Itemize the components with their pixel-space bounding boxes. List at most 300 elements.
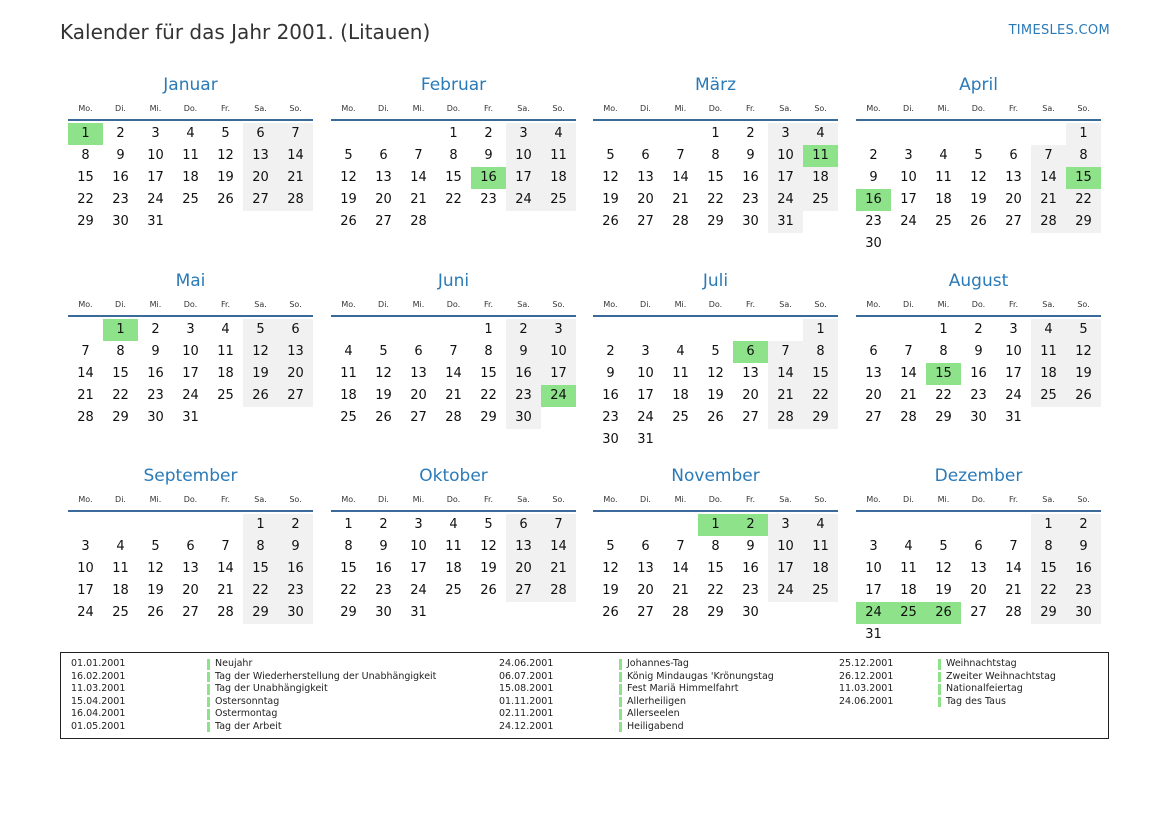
day-cell: 10 — [410, 539, 427, 554]
weekend-day-cell: 22 — [803, 385, 838, 407]
day-cell: 3 — [186, 322, 195, 337]
day-cell: 6 — [974, 539, 983, 554]
day-cell: 25 — [182, 192, 199, 207]
day-cell: 13 — [637, 561, 654, 576]
day-cell: 28 — [1005, 605, 1022, 620]
day-cell: 8 — [81, 148, 90, 163]
empty-day-cell — [961, 624, 996, 646]
day-cell: 16 — [112, 170, 129, 185]
day-cell: 27 — [410, 410, 427, 425]
day-cell: 6 — [379, 148, 388, 163]
month-dezember — [856, 464, 1101, 646]
day-cell: 6 — [641, 539, 650, 554]
empty-day-cell — [401, 123, 436, 145]
weekday-label: Mi. — [412, 299, 425, 309]
day-cell: 14 — [217, 561, 234, 576]
weekday-header — [856, 294, 1101, 314]
weekday-label: Mi. — [674, 103, 687, 113]
week-row — [331, 123, 576, 145]
day-cell: 22 — [112, 388, 129, 403]
weekend-day-cell: 27 — [506, 580, 541, 602]
day-cell: 4 — [221, 322, 230, 337]
week-row — [331, 407, 576, 429]
day-cell: 25 — [445, 583, 462, 598]
week-row — [593, 145, 838, 167]
day-cell: 13 — [1005, 170, 1022, 185]
day-cell: 1 — [484, 322, 493, 337]
weekend-day-cell: 10 — [506, 145, 541, 167]
weekday-label: Di. — [115, 103, 126, 113]
day-cell: 20 — [742, 388, 759, 403]
weekday-label: Mo. — [603, 103, 618, 113]
day-cell: 17 — [637, 388, 654, 403]
weekend-day-cell: 22 — [1031, 580, 1066, 602]
day-cell: 21 — [1005, 583, 1022, 598]
day-cell: 12 — [935, 561, 952, 576]
week-row — [593, 189, 838, 211]
day-cell: 30 — [742, 605, 759, 620]
weekday-header — [331, 489, 576, 509]
day-cell: 26 — [970, 214, 987, 229]
empty-day-cell — [401, 319, 436, 341]
day-cell: 12 — [602, 561, 619, 576]
day-cell: 31 — [410, 605, 427, 620]
day-cell: 17 — [410, 561, 427, 576]
day-cell: 9 — [606, 366, 615, 381]
day-cell: 4 — [186, 126, 195, 141]
holiday-date: 26.12.2001 — [839, 670, 894, 682]
day-cell: 29 — [707, 214, 724, 229]
weekday-header — [68, 489, 313, 509]
empty-day-cell — [366, 319, 401, 341]
empty-day-cell — [506, 211, 541, 233]
empty-day-cell — [331, 123, 366, 145]
weekend-day-cell: 24 — [506, 189, 541, 211]
weekday-label: So. — [289, 299, 302, 309]
day-cell: 22 — [935, 388, 952, 403]
weekday-label: Di. — [378, 299, 389, 309]
weekend-day-cell: 27 — [278, 385, 313, 407]
holiday-name: Johannes-Tag — [627, 658, 689, 669]
day-cell: 5 — [379, 344, 388, 359]
month-name: September — [143, 466, 238, 486]
day-cell: 26 — [707, 410, 724, 425]
day-cell: 8 — [484, 344, 493, 359]
header-divider — [856, 315, 1101, 317]
day-cell: 17 — [865, 583, 882, 598]
weekday-label: Do. — [971, 299, 986, 309]
day-cell: 25 — [672, 410, 689, 425]
holiday-name: Allerseelen — [627, 708, 680, 719]
weekday-label: Fr. — [220, 299, 231, 309]
day-cell: 2 — [746, 126, 755, 141]
day-cell: 21 — [672, 192, 689, 207]
header-divider — [68, 119, 313, 121]
weekend-day-cell: 29 — [243, 602, 278, 624]
day-cell: 15 — [340, 561, 357, 576]
weekend-day-cell: 10 — [768, 145, 803, 167]
empty-day-cell — [891, 319, 926, 341]
day-cell: 27 — [637, 605, 654, 620]
holiday-day-cell: 2 — [733, 514, 768, 536]
weekday-header — [593, 98, 838, 118]
day-cell: 13 — [742, 366, 759, 381]
header-divider — [593, 510, 838, 512]
weekday-label: Mi. — [149, 299, 162, 309]
weekend-day-cell: 29 — [1031, 602, 1066, 624]
weekend-day-cell: 6 — [278, 319, 313, 341]
day-cell: 13 — [410, 366, 427, 381]
day-cell: 30 — [602, 432, 619, 447]
weekday-label: Do. — [446, 299, 461, 309]
holiday-name: Allerheiligen — [627, 695, 687, 707]
month-april — [856, 73, 1101, 255]
day-cell: 9 — [746, 148, 755, 163]
week-row — [856, 319, 1101, 341]
holiday-marker — [619, 709, 622, 720]
empty-day-cell — [1031, 123, 1066, 145]
weekend-day-cell: 14 — [541, 536, 576, 558]
day-cell: 10 — [900, 170, 917, 185]
weekend-day-cell: 30 — [1066, 602, 1101, 624]
week-row — [593, 536, 838, 558]
weekend-day-cell: 27 — [243, 189, 278, 211]
empty-day-cell — [926, 123, 961, 145]
day-cell: 14 — [900, 366, 917, 381]
day-cell: 2 — [379, 517, 388, 532]
empty-day-cell — [436, 319, 471, 341]
weekday-label: So. — [814, 103, 827, 113]
weekend-day-cell: 20 — [506, 558, 541, 580]
day-cell: 7 — [81, 344, 90, 359]
day-cell: 23 — [602, 410, 619, 425]
day-cell: 28 — [445, 410, 462, 425]
weekday-label: Mo. — [866, 299, 881, 309]
weekday-label: Fr. — [1008, 299, 1019, 309]
week-row — [68, 167, 313, 189]
weekday-header — [331, 294, 576, 314]
weekday-label: Do. — [971, 494, 986, 504]
day-cell: 29 — [112, 410, 129, 425]
day-cell: 7 — [449, 344, 458, 359]
week-row — [593, 319, 838, 341]
day-cell: 15 — [707, 170, 724, 185]
day-cell: 1 — [449, 126, 458, 141]
month-name: Januar — [163, 75, 218, 95]
day-cell: 12 — [970, 170, 987, 185]
weekday-label: Mo. — [341, 494, 356, 504]
weekend-day-cell: 25 — [803, 189, 838, 211]
day-cell: 8 — [116, 344, 125, 359]
weekday-label: Mi. — [937, 103, 950, 113]
holiday-name: Tag der Wiederherstellung der Unabhängigkeit — [215, 670, 437, 682]
day-cell: 12 — [340, 170, 357, 185]
weekend-day-cell: 18 — [541, 167, 576, 189]
weekday-label: Mi. — [674, 299, 687, 309]
month-juni — [331, 269, 576, 429]
empty-day-cell — [68, 514, 103, 536]
empty-day-cell — [856, 123, 891, 145]
week-row — [593, 514, 838, 536]
holiday-date: 06.07.2001 — [499, 670, 554, 682]
empty-day-cell — [243, 211, 278, 233]
day-cell: 31 — [182, 410, 199, 425]
day-cell: 26 — [602, 214, 619, 229]
empty-day-cell — [996, 624, 1031, 646]
empty-day-cell — [891, 233, 926, 255]
week-row — [331, 211, 576, 233]
day-cell: 2 — [869, 148, 878, 163]
weekend-day-cell: 24 — [768, 189, 803, 211]
day-cell: 31 — [637, 432, 654, 447]
day-cell: 7 — [221, 539, 230, 554]
day-cell: 14 — [672, 170, 689, 185]
day-cell: 18 — [900, 583, 917, 598]
empty-day-cell — [208, 211, 243, 233]
month-name: April — [959, 75, 998, 95]
holiday-marker — [207, 697, 210, 708]
day-cell: 26 — [147, 605, 164, 620]
holiday-day-cell: 15 — [1066, 167, 1101, 189]
day-cell: 24 — [1005, 388, 1022, 403]
week-row — [856, 602, 1101, 624]
month-name: Oktober — [419, 466, 488, 486]
holiday-date: 24.12.2001 — [499, 720, 554, 732]
week-row — [856, 514, 1101, 536]
empty-day-cell — [891, 624, 926, 646]
day-cell: 16 — [375, 561, 392, 576]
day-cell: 4 — [904, 539, 913, 554]
empty-day-cell — [663, 429, 698, 451]
day-cell: 24 — [182, 388, 199, 403]
month-name: Februar — [420, 75, 487, 95]
weekend-day-cell: 15 — [803, 363, 838, 385]
day-cell: 12 — [375, 366, 392, 381]
day-cell: 8 — [711, 539, 720, 554]
day-cell: 24 — [147, 192, 164, 207]
empty-day-cell — [803, 602, 838, 624]
holiday-date: 24.06.2001 — [499, 658, 554, 669]
weekday-label: Do. — [708, 299, 723, 309]
day-cell: 19 — [970, 192, 987, 207]
weekend-day-cell: 20 — [243, 167, 278, 189]
day-cell: 2 — [484, 126, 493, 141]
empty-day-cell — [891, 123, 926, 145]
weekend-day-cell: 16 — [278, 558, 313, 580]
weekday-label: Sa. — [254, 494, 267, 504]
day-cell: 5 — [151, 539, 160, 554]
day-cell: 25 — [935, 214, 952, 229]
week-row — [331, 319, 576, 341]
weekday-label: Di. — [378, 103, 389, 113]
day-cell: 19 — [935, 583, 952, 598]
day-cell: 14 — [77, 366, 94, 381]
weekend-day-cell: 25 — [803, 580, 838, 602]
weekend-day-cell: 2 — [278, 514, 313, 536]
day-cell: 23 — [480, 192, 497, 207]
day-cell: 9 — [151, 344, 160, 359]
holiday-name: Ostermontag — [215, 708, 278, 719]
empty-day-cell — [768, 429, 803, 451]
week-row — [68, 189, 313, 211]
brand-link[interactable]: TIMESLES.COM — [1008, 23, 1110, 38]
weekend-day-cell: 28 — [1031, 211, 1066, 233]
week-row — [856, 145, 1101, 167]
day-cell: 11 — [217, 344, 234, 359]
day-cell: 26 — [217, 192, 234, 207]
week-row — [593, 211, 838, 233]
empty-day-cell — [278, 211, 313, 233]
weekend-day-cell: 24 — [768, 580, 803, 602]
day-cell: 20 — [182, 583, 199, 598]
empty-day-cell — [243, 407, 278, 429]
day-cell: 12 — [147, 561, 164, 576]
day-cell: 12 — [480, 539, 497, 554]
weekend-day-cell: 3 — [506, 123, 541, 145]
day-cell: 27 — [375, 214, 392, 229]
day-cell: 20 — [637, 192, 654, 207]
day-cell: 12 — [217, 148, 234, 163]
day-cell: 19 — [375, 388, 392, 403]
month-name: August — [948, 271, 1009, 291]
month-name: Juli — [702, 271, 729, 291]
weekday-label: Di. — [378, 494, 389, 504]
holiday-day-cell: 26 — [926, 602, 961, 624]
empty-day-cell — [1031, 407, 1066, 429]
day-cell: 3 — [904, 148, 913, 163]
weekend-day-cell: 1 — [1031, 514, 1066, 536]
weekday-label: Di. — [640, 299, 651, 309]
weekday-label: Sa. — [779, 103, 792, 113]
weekend-day-cell: 13 — [243, 145, 278, 167]
header-divider — [331, 510, 576, 512]
weekend-day-cell: 7 — [541, 514, 576, 536]
month-name: Dezember — [934, 466, 1023, 486]
holiday-marker — [619, 684, 622, 695]
empty-day-cell — [593, 514, 628, 536]
weekday-label: Mi. — [674, 494, 687, 504]
weekday-label: Sa. — [1042, 103, 1055, 113]
holiday-date: 01.01.2001 — [71, 658, 126, 669]
weekend-day-cell: 17 — [541, 363, 576, 385]
weekday-label: Fr. — [220, 103, 231, 113]
day-cell: 9 — [869, 170, 878, 185]
empty-day-cell — [541, 602, 576, 624]
weekday-label: Do. — [446, 103, 461, 113]
day-cell: 29 — [480, 410, 497, 425]
holiday-marker — [619, 697, 622, 708]
week-row — [593, 602, 838, 624]
weekend-day-cell: 14 — [278, 145, 313, 167]
day-cell: 13 — [182, 561, 199, 576]
day-cell: 5 — [344, 148, 353, 163]
holiday-name: Zweiter Weihnachtstag — [946, 670, 1056, 682]
week-row — [331, 514, 576, 536]
day-cell: 20 — [637, 583, 654, 598]
week-row — [331, 580, 576, 602]
holiday-name: Tag der Arbeit — [215, 720, 282, 732]
day-cell: 5 — [974, 148, 983, 163]
empty-day-cell — [628, 319, 663, 341]
weekday-label: Mo. — [866, 103, 881, 113]
weekday-label: Di. — [903, 299, 914, 309]
weekend-day-cell: 4 — [803, 514, 838, 536]
weekday-header — [68, 294, 313, 314]
day-cell: 13 — [637, 170, 654, 185]
holiday-marker — [619, 672, 622, 683]
week-row — [593, 580, 838, 602]
day-cell: 25 — [340, 410, 357, 425]
day-cell: 30 — [112, 214, 129, 229]
day-cell: 10 — [77, 561, 94, 576]
day-cell: 10 — [865, 561, 882, 576]
holiday-name: Fest Mariä Himmelfahrt — [627, 683, 739, 694]
weekend-day-cell: 26 — [1066, 385, 1101, 407]
day-cell: 24 — [900, 214, 917, 229]
day-cell: 17 — [900, 192, 917, 207]
header-divider — [68, 315, 313, 317]
empty-day-cell — [1066, 233, 1101, 255]
weekday-header — [856, 489, 1101, 509]
weekday-label: Di. — [115, 494, 126, 504]
day-cell: 29 — [77, 214, 94, 229]
week-row — [68, 123, 313, 145]
weekday-label: Fr. — [483, 494, 494, 504]
week-row — [856, 558, 1101, 580]
week-row — [68, 558, 313, 580]
empty-day-cell — [663, 319, 698, 341]
weekend-day-cell: 19 — [243, 363, 278, 385]
week-row — [856, 385, 1101, 407]
day-cell: 18 — [112, 583, 129, 598]
weekday-label: So. — [552, 103, 565, 113]
day-cell: 26 — [602, 605, 619, 620]
day-cell: 18 — [445, 561, 462, 576]
day-cell: 28 — [900, 410, 917, 425]
day-cell: 3 — [869, 539, 878, 554]
month-name: März — [695, 75, 736, 95]
weekend-day-cell: 4 — [803, 123, 838, 145]
weekend-day-cell: 7 — [768, 341, 803, 363]
weekday-header — [856, 98, 1101, 118]
holiday-name: König Mindaugas 'Krönungstag — [627, 670, 774, 682]
weekday-label: So. — [814, 494, 827, 504]
day-cell: 10 — [182, 344, 199, 359]
day-cell: 28 — [217, 605, 234, 620]
day-cell: 16 — [970, 366, 987, 381]
holiday-day-cell: 24 — [856, 602, 891, 624]
weekend-day-cell: 28 — [541, 580, 576, 602]
day-cell: 19 — [602, 583, 619, 598]
month-name: November — [671, 466, 760, 486]
weekday-label: Do. — [183, 103, 198, 113]
empty-day-cell — [436, 602, 471, 624]
weekend-day-cell: 17 — [768, 558, 803, 580]
empty-day-cell — [138, 514, 173, 536]
holiday-marker — [207, 659, 210, 670]
weekday-label: Di. — [640, 494, 651, 504]
empty-day-cell — [1031, 624, 1066, 646]
weekend-day-cell: 10 — [768, 536, 803, 558]
weekday-label: So. — [1077, 103, 1090, 113]
week-row — [856, 167, 1101, 189]
day-cell: 22 — [707, 583, 724, 598]
day-cell: 26 — [340, 214, 357, 229]
day-cell: 30 — [147, 410, 164, 425]
day-cell: 21 — [77, 388, 94, 403]
header-divider — [856, 510, 1101, 512]
weekend-day-cell: 22 — [1066, 189, 1101, 211]
